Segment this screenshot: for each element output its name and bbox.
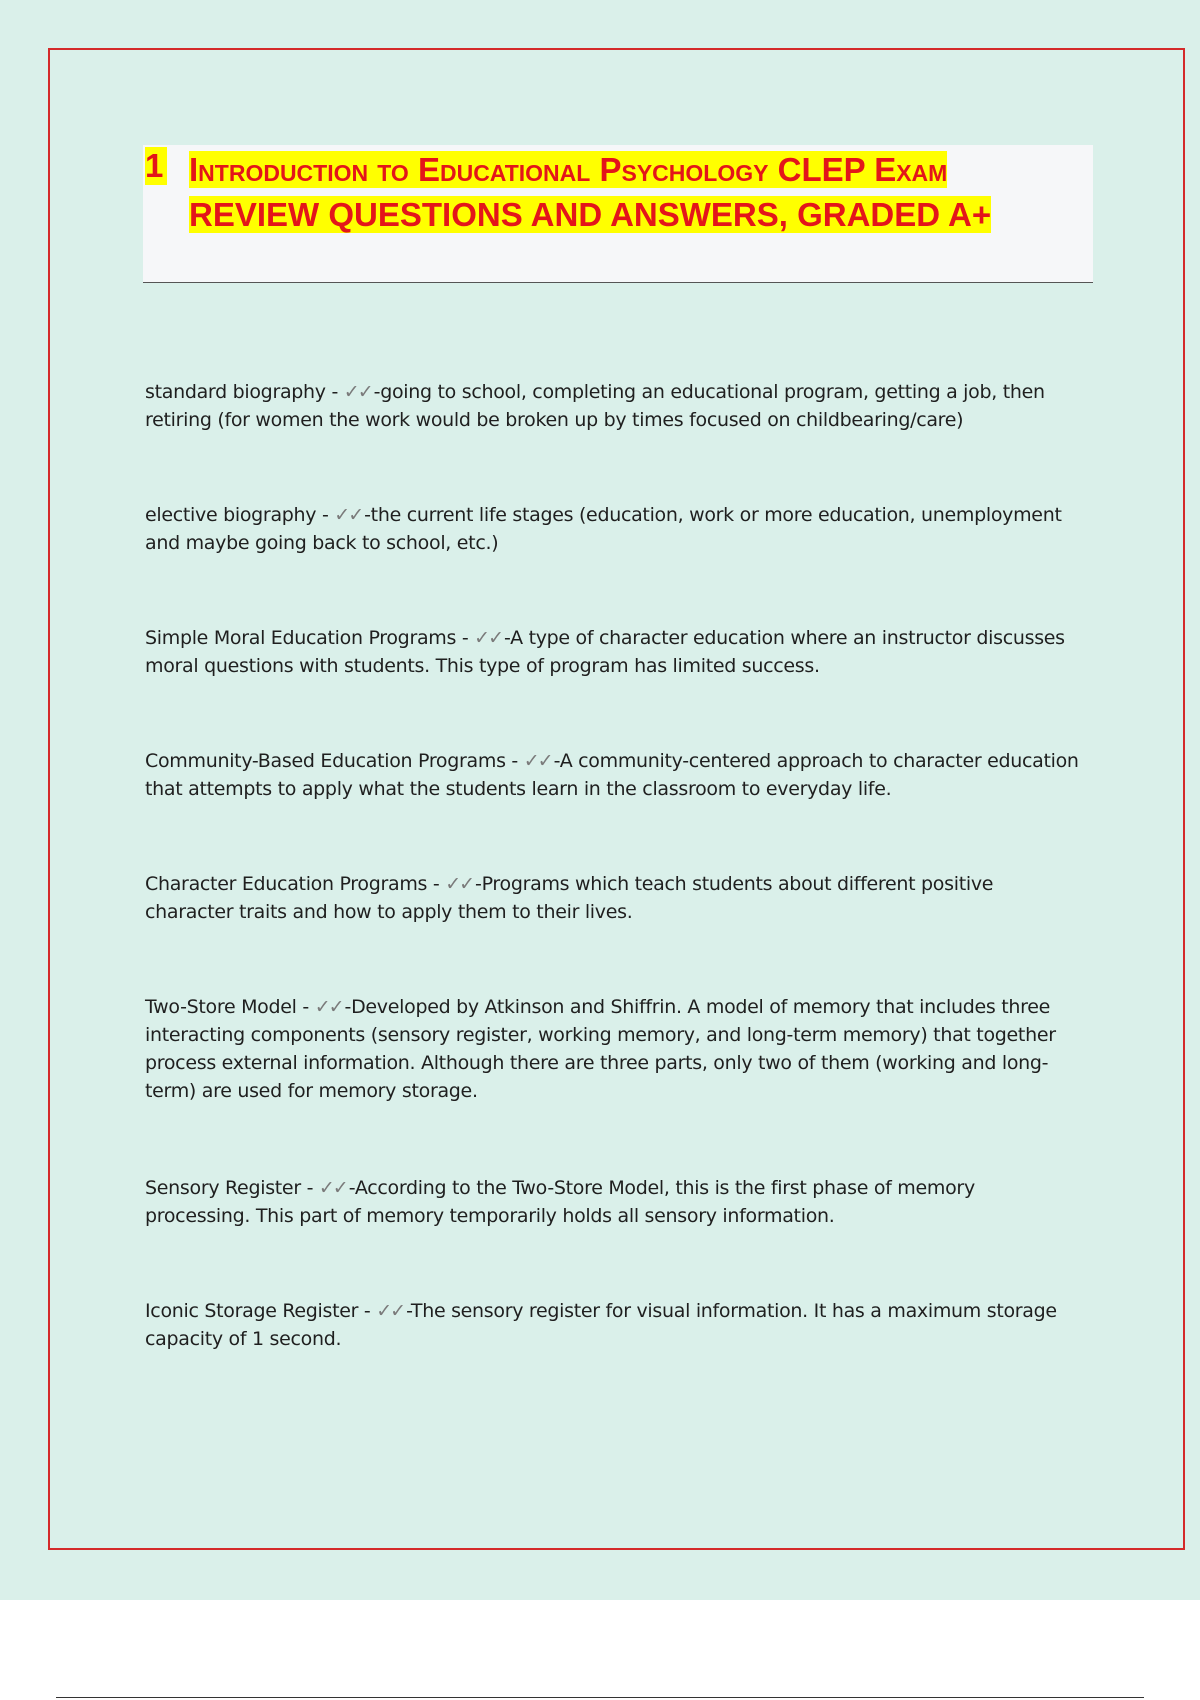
entry-definition: -A community-centered approach to character education that attempts to apply what the students learn in the classroom to everyday life. [145, 750, 1079, 800]
entry-term: Character Education Programs [145, 873, 428, 895]
heading-title-text: Introduction to Educational Psychology CLEP Exam REVIEW QUESTIONS AND ANSWERS, GRADED A+ [189, 151, 992, 233]
qa-entry [145, 747, 1085, 803]
qa-entry [145, 1174, 1085, 1230]
double-check-icon: ✓✓ [376, 1300, 405, 1322]
entry-term: elective biography [145, 504, 317, 526]
entry-term: Community-Based Education Programs [145, 750, 506, 772]
footer-divider [56, 1697, 1144, 1698]
entry-definition: -According to the Two-Store Model, this is the first phase of memory processing. This part of memory temporarily holds all sensory information. [145, 1177, 975, 1227]
qa-entry [145, 378, 1085, 434]
entry-separator: - [505, 750, 524, 772]
entry-separator: - [316, 504, 335, 526]
entry-definition: -Programs which teach students about different positive character traits and how to apply them to their lives. [145, 873, 994, 923]
entry-term: Iconic Storage Register [145, 1300, 359, 1322]
entry-definition: -going to school, completing an educational program, getting a job, then retiring (for women the work would be broken up by times focused on childbearing/care) [145, 381, 1045, 431]
entry-term: standard biography [145, 381, 326, 403]
entry-separator: - [427, 873, 446, 895]
entry-term: Sensory Register [145, 1177, 301, 1199]
entry-separator: - [456, 627, 475, 649]
entry-definition: -The sensory register for visual information. It has a maximum storage capacity of 1 second. [145, 1300, 1057, 1350]
qa-entry [145, 993, 1085, 1105]
entry-separator: - [296, 996, 315, 1018]
heading-number: 1 [145, 147, 167, 185]
qa-entry [145, 1297, 1085, 1353]
double-check-icon: ✓✓ [318, 1177, 347, 1199]
qa-entry [145, 624, 1085, 680]
entry-term: Simple Moral Education Programs [145, 627, 457, 649]
double-check-icon: ✓✓ [474, 627, 502, 649]
double-check-icon: ✓✓ [334, 504, 363, 526]
entry-definition: -A type of character education where an instructor discusses moral questions with students. This type of program has limited success. [145, 627, 1065, 677]
heading-title [189, 147, 1069, 237]
entry-separator: - [300, 1177, 319, 1199]
entry-definition: -Developed by Atkinson and Shiffrin. A model of memory that includes three interacting components (sensory register, working memory, and long-term memory) that together process external information. Although there are three parts, only two of them (working and long-term) are used for memory storage. [145, 996, 1056, 1102]
double-check-icon: ✓✓ [343, 381, 372, 403]
entry-separator: - [358, 1300, 377, 1322]
qa-entry [145, 870, 1085, 926]
entry-term: Two-Store Model [145, 996, 297, 1018]
entry-definition: -the current life stages (education, work or more education, unemployment and maybe going back to school, etc.) [145, 504, 1062, 554]
double-check-icon: ✓✓ [445, 873, 474, 895]
document-heading [143, 145, 1093, 283]
qa-entry [145, 501, 1085, 557]
double-check-icon: ✓✓ [314, 996, 343, 1018]
double-check-icon: ✓✓ [523, 750, 552, 772]
entry-separator: - [325, 381, 344, 403]
